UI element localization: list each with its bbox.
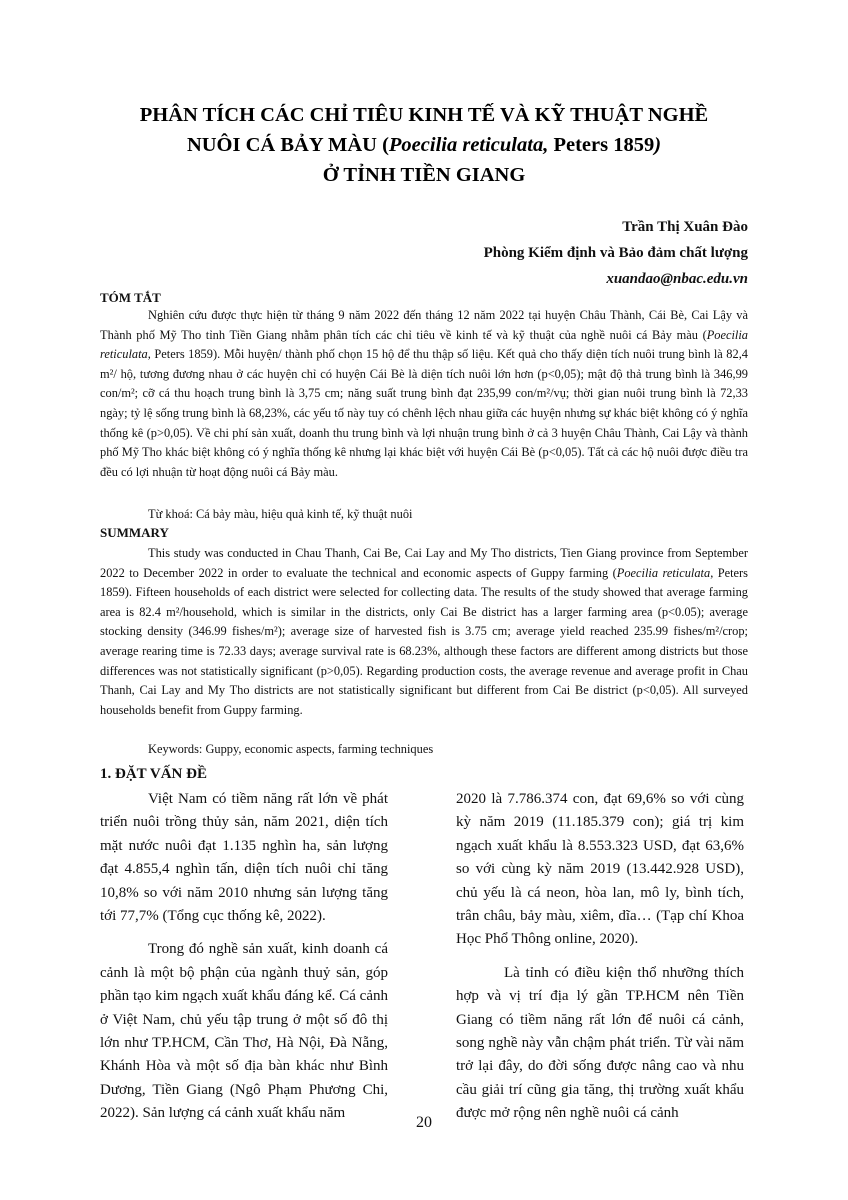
author-block xyxy=(484,214,748,292)
title-line-2-close: ) xyxy=(654,134,662,156)
tom-tat-keywords: Từ khoá: Cá bảy màu, hiệu quả kinh tế, kỹ thuật nuôi xyxy=(148,507,413,521)
paper-title xyxy=(100,100,748,190)
tom-tat-text-3: ). Mỗi huyện/ thành phố chọn 15 hộ để thu thập số liệu. Kết quả cho thấy diện tích nuôi trung bình là 82,4 m²/ hộ, tương đương nhau ở các huyện chỉ có huyện Cái Bè là diện tích nuôi lớn hơn (p<0,05); mật độ thả trung bình là 346,99 con/m²; cỡ cá thu hoạch trung bình là 3,75 cm; năng suất trung bình đạt 235,99 con/m²/vụ; thời gian nuôi trung bình là 72,33 ngày; tỷ lệ sống trung bình là 68,23%, các yếu tố này tuy có chênh lệch nhau giữa các huyện nhưng sự khác biệt không có ý nghĩa thống kê (p>0,05). Về chi phí sản xuất, doanh thu trung bình và lợi nhuận trung bình ở cả 3 huyện Châu Thành, Cai Lậy và thành phố Mỹ Tho khác biệt không có ý nghĩa thống kê nhưng lại khác biệt với huyện Cái Bè (p<0,05). Tất cả các hộ nuôi được điều tra đều có lợi nhuận từ hoạt động nuôi cá Bảy màu. xyxy=(100,347,748,479)
page-number: 20 xyxy=(416,1114,432,1131)
right-paragraph-2: Là tỉnh có điều kiện thổ nhưỡng thích hợp và vị trí địa lý gần TP.HCM nên Tiền Giang có tiềm năng rất lớn để nuôi cá cảnh, song nghề này vẫn chậm phát triển. Từ vài năm trở lại đây, do đời sống được nâng cao và nhu cầu giải trí cũng gia tăng, thị trường xuất khẩu được mở rộng nên nghề nuôi cá cảnh xyxy=(456,964,744,1122)
author-name: Trần Thị Xuân Đào xyxy=(622,219,748,235)
author-affiliation: Phòng Kiểm định và Bảo đảm chất lượng xyxy=(483,245,748,261)
title-line-3: Ở TỈNH TIỀN GIANG xyxy=(322,164,526,186)
tom-tat-heading: TÓM TẮT xyxy=(100,290,161,305)
right-paragraph-1: 2020 là 7.786.374 con, đạt 69,6% so với cùng kỳ năm 2019 (11.185.379 con); giá trị kim ngạch xuất khẩu là 8.553.323 USD, đạt 63,6% so với cùng kỳ năm 2019 (13.442.928 USD), chủ yếu là cá neon, hòa lan, mô ly, bình tích, trân châu, bảy màu, xiêm, dĩa… (Tạp chí Khoa Học Phổ Thông online, 2020). xyxy=(456,791,744,948)
left-column xyxy=(100,788,388,1136)
title-line-2 xyxy=(100,130,748,160)
summary-paragraph xyxy=(100,544,748,720)
summary-species: Poecilia reticulata xyxy=(616,565,711,580)
summary-text-2: , Peters 1859). Fifteen households of each district were selected for collecting data. The results of the study showed that average farming area is 82.4 m²/household, which is similar in the districts, only Cai Be district has a larger farming area (p<0.05); average stocking density (346.99 fishes/m²); average size of harvested fish is 3.75 cm; average yield reached 235.99 fishes/m²/crop; average rearing time is 72.33 days; average survival rate is 68.23%, although these factors are different among districts but those differences was not statistically significant (p>0,05). Regarding production costs, the average revenue and average profit in Chau Thanh, Cai Lay and My Tho districts are not statistically significant but different from Cai Be district (p<0,05). All surveyed households benefit from Guppy farming. xyxy=(100,565,748,717)
author-email[interactable]: xuandao@nbac.edu.vn xyxy=(606,271,748,287)
summary-abstract xyxy=(100,544,748,720)
title-line-2-pre: NUÔI CÁ BẢY MÀU ( xyxy=(186,134,389,156)
left-paragraph-1: Việt Nam có tiềm năng rất lớn về phát triển nuôi trồng thủy sản, năm 2021, diện tích mặt nước nuôi đạt 1.135 nghìn ha, sản lượng đạt 4.855,4 nghìn tấn, diện tích nuôi chỉ tăng 10,8% so với năm 2010 nhưng sản lượng tăng tới 77,7% (Tổng cục thống kê, 2022). xyxy=(100,791,388,925)
title-line-2-post: Peters 1859 xyxy=(548,134,655,156)
title-species-name: Poecilia reticulata, xyxy=(388,134,549,156)
right-column xyxy=(456,788,744,1136)
left-paragraph-2: Trong đó nghề sản xuất, kinh doanh cá cảnh là một bộ phận của ngành thuỷ sản, góp phần tạo kim ngạch xuất khẩu đáng kể. Cá cảnh ở Việt Nam, chủ yếu tập trung ở một số đô thị lớn như TP.HCM, Cần Thơ, Hà Nội, Đà Nẵng, Khánh Hòa và một số địa bàn khác như Bình Dương, Tiền Giang (Ngô Phạm Phương Chi, 2022). Sản lượng cá cảnh xuất khẩu năm xyxy=(100,941,388,1122)
tom-tat-text-1: Nghiên cứu được thực hiện từ tháng 9 năm 2022 đến tháng 12 năm 2022 tại huyện Châu Thành, Cái Bè, Cai Lậy và Thành phố Mỹ Tho tỉnh Tiền Giang nhằm phân tích các chỉ tiêu về kinh tế và kỹ thuật của nghề nuôi cá Bảy màu ( xyxy=(100,308,748,342)
summary-text-1: This study was conducted in Chau Thanh, Cai Be, Cai Lay and My Tho districts, Tien Giang province from September 2022 to December 2022 in order to evaluate the technical and economic aspects of Guppy farming ( xyxy=(100,546,748,580)
section-1-heading: 1. ĐẶT VẤN ĐỀ xyxy=(100,766,207,782)
summary-keywords: Keywords: Guppy, economic aspects, farming techniques xyxy=(148,742,434,756)
tom-tat-paragraph xyxy=(100,306,748,482)
tom-tat-species: Poecilia reticulata, xyxy=(100,327,748,362)
tom-tat-abstract xyxy=(100,306,748,482)
summary-heading: SUMMARY xyxy=(100,525,169,540)
tom-tat-text-2: Peters 1859 xyxy=(150,347,213,362)
title-line-1: PHÂN TÍCH CÁC CHỈ TIÊU KINH TẾ VÀ KỸ THUẬT NGHỀ xyxy=(139,104,709,126)
